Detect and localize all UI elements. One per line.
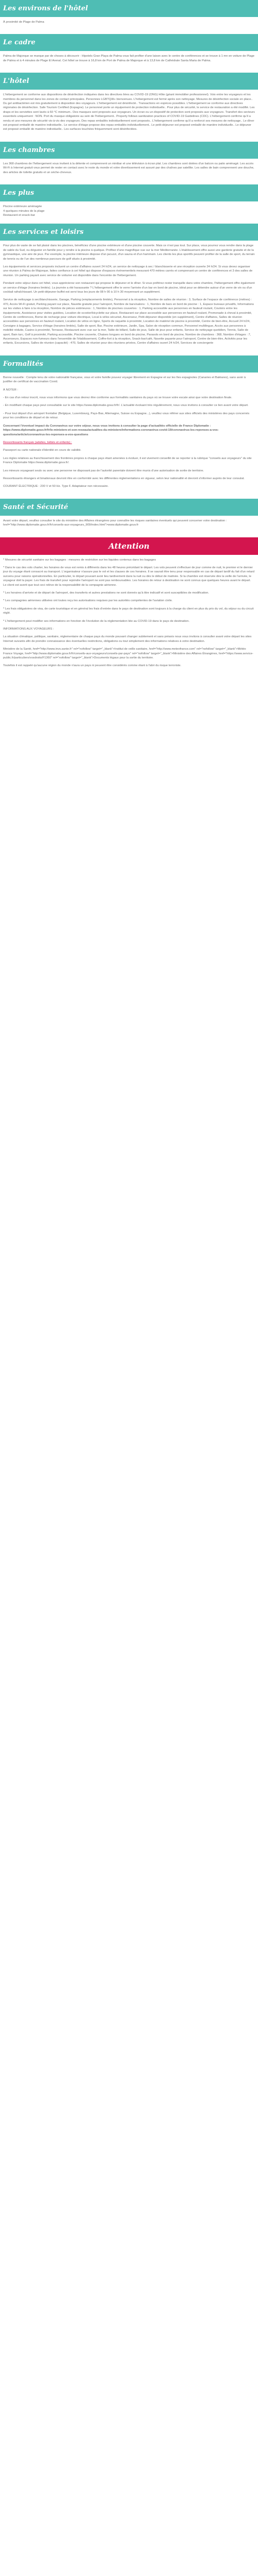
hotel-section — [0, 73, 258, 137]
services-heading: Les services et loisirs — [0, 224, 258, 241]
services-paragraph: Pendant votre séjour dans cet hôtel, vous apprécierez son restaurant qui propose le déjeuner et le dîner. Si vous préférez rester tranquille dans votre chambre, l'hébergement offre également un service d'étage (horaires limités). La journée a été harassante ? L'hébergement offre le verre l'arrivée d'un bar en bord de piscine, idéal pour se détendre autour d'un verre de vin ou d'un cocktail rafraîchissant. Un petit-déjeuner buffet est servi tous les jours de 08 h 00 à 10 h 30 moyennant un supplément. — [3, 282, 255, 294]
formalites-section — [0, 355, 258, 494]
attention-paragraph: * Les horaires d'arrivée et de départ de l'aéroport, des transferts et autres prestations ne sont donnés qu'à titre indicatif et sont susceptibles de modification. — [3, 591, 209, 595]
cadre-heading: Le cadre — [0, 34, 258, 51]
services-paragraph: Les équipements et services proposés incluent un centre d'affaires ouvert 24 h/24, un service de nettoyage à sec / blanchisserie et une réception ouverte 24 h/24. Si vous devez organiser une réunion à Palma de Majorque, faites confiance à cet hôtel qui dispose d'espaces événementiels mesurant 470 mètres carrés et comprenant un centre de conférences et 3 des salles de réunion. Un parking payant avec service de voiturier est disponible dans l'enceinte de l'hébergement. — [3, 265, 253, 277]
chambres-section — [0, 142, 258, 179]
attention-paragraph: Toutefois il est rappelé qu'aucune région du monde n'aura un pays ni peuvent être considérés comme étant à l'abri du risque terroriste. — [3, 664, 182, 668]
attention-info-heading: INFORMATIONS AUX VOYAGEURS : — [3, 628, 54, 631]
page — [0, 0, 258, 673]
plus-line: 4 quelques minutes de la plage — [3, 209, 45, 213]
attention-section — [0, 537, 258, 673]
attention-paragraph: * Les frais obligatoires de visa, de carte touristique et en général les frais d'entrée dans le pays de destination sont toujours à la charge du client en plus du prix du vol, du séjour ou du circuit réglé. — [3, 607, 254, 615]
formalites-paragraph: À NOTER : — [3, 388, 18, 392]
formalites-paragraph: COURANT ÉLECTRIQUE : 230 V et 50 Hz. Type F. Adaptateur non nécessaire. — [3, 485, 109, 488]
formalites-paragraph: - En cas d'un retour inscrit, nous vous informons que vous devrez être conforme aux formalités sanitaires du pays où se trouve votre escale ainsi que votre destination finale. — [3, 396, 232, 400]
attention-paragraph: * Dans le cas des vols charter, les horaires de vous est remis à différents dans les 48 heures précédant le départ. Les vols peuvent s'effectuer de jour comme de nuit, le premier et le dernier jour du voyage étant consacré au transport. L'organisateur n'assure pas le vol et les clauses de ces horaires. Il se saurait être tenu pour responsable en cas de départ tardif du fait d'un retard survenu pour raisons opérationnelles. En particulier, le départ pouvant avoir lieu tardivement dans la nuit ou dès le début de matinée. Si la chambre est réservée dès la veille de l'arrivée, le voyageur doit la payer. Les frais de transfert pour rejoindre l'aéroport ne sont pas remboursables. Les horaires de retour à destination ne sont connus que quelques heures avant le départ. Le client est averti que tout ceci relève de la responsabilité de la compagnie aérienne. — [3, 566, 255, 587]
plus-line: Restaurant et snack-bar — [3, 213, 35, 217]
plus-section — [0, 184, 258, 218]
cadre-section — [0, 34, 258, 67]
formalites-paragraph: Ressortissants étrangers et binationaux devront être en conformité avec les différentes réglementations en vigueur, selon leur nationalité et devront s'informer auprès de leur consulat. — [3, 477, 245, 480]
hotel-text: L'hébergement se conforme aux dispositions de désinfection indiquées dans les directives liées au COVID-19 (ONG) Hôte (géant immobilier professionnel). Voix entre les voyageurs et les membres du personnel dans les zones de contact principales. Personnes LGBTQIA+ bienvenues. L'hébergement est fermé après son nettoyage. Mesures de désinfection sociale en place.. Du gel antibactérien est mis gratuitement à disposition des voyageurs. L'hébergement est désinfecté.. Transactions en espèces possibles. L'hébergement se conforme aux directives régionales de désinfection. Safe Tourism Certified (Espagne). Le personnel porte un équipement de protection individuelle.. Pour plus de sécurité, le service de restauration a été modifié. Les draps et les serviettes sont lavés à 60 °C minimum.. Des masques sont proposés aux voyageurs. Un écran ou un dispositif de protection sont proposés aux voyageurs. Transfert des secteurs essentiels uniquement : NON. Port du masque obligatoire au sein de l'hébergement.. Property follows sanitization practices of COVID-19 Guidelines (CDC). L'hébergement confirme qu'il a rendu et une mesures de sécurité vis-à-vis des voyageurs. Des repas emballés individuellement sont proposés.. L'hébergement confirme qu'il a renforcé ses mesures de nettoyage.. Le dîner est proposé emballé de manière individuelle.. Le service d'étage propose des repas emballés individuellement.. Le petit-déjeuner est proposé emballé de manière individuelle.. Le déjeuner est proposé emballé de manière individuelle.. Les surfaces touchées fréquemment sont désinfectées. — [3, 93, 255, 131]
formalites-paragraph: Les mineurs voyageant seuls ou avec une personne ne disposant pas de l'autorité parentale doivent être munis d'une autorisation de sortie de territoire. — [3, 469, 204, 472]
attention-paragraph: La situation climatique, politique, sanitaire, réglementaire de chaque pays du monde pouvant changer subitement et sans préavis nous vous invitons à consulter avant votre départ les sites Internet suivants afin de prendre connaissance des éventuelles restrictions, obligations ou tout simplement des informations relatives à votre destination. — [3, 635, 252, 643]
environs-heading: Les environs de l'hôtel — [0, 0, 258, 17]
attention-links[interactable]: Ministère de la Santé, href="http://www.invs.sante.fr" rel="nofollow" target="_blank">Institut de veille sanitaire, href="http://www.meteofrance.com" rel="nofollow" target="_blank">Météo France Voyage, href="http://www.diplomatie.gouv.fr/fr/conseils-aux-voyageurs/conseils-par-pays" rel="nofollow" target="_blank">Ministère des Affaires Étrangères, href="https://www.service-public.fr/particuliers/vosdroits/F1360" rel="nofollow" target="_blank">Documents légaux pour la sortie du territoire. — [3, 648, 253, 660]
environs-section — [0, 0, 258, 29]
attention-paragraph: * L'hébergement peut modifier ses informations en fonction de l'évolution de la réglementation liée au COVID-19 dans le pays de destination. — [3, 619, 190, 623]
formalites-paragraph: Les règles relatives au franchissement des frontières propres à chaque pays étant amenées à évoluer, il est vivement conseillé de se reporter à la rubrique "conseils aux voyageurs" du site France Diplomatie https://www.diplomatie.gouv.fr/. — [3, 456, 252, 465]
cadre-text: Palma de Majorque se marque par de choses à découvrir : Hipotels Gran Playa de Palma vous fait profiter d'une laison avec le centre de conférences et se trouve à 1 mn en voiture de Plage de Palma et à 4 minutes de Plage El Arenal. Cet hôtel se trouve à 16,8 km de Port de Palma de Majorque et à 13,8 km de Cathédrale Santa Maria de Palma. — [3, 55, 255, 62]
formalites-paragraph: Bonne nouvelle : Compte tenu de votre nationalité française, vous et votre famille pouvez voyager librement en Espagne et sur les îles espagnoles (Canaries et Baléares), sans avoir à justifier de certificat de vaccination Covid. — [3, 376, 246, 384]
sante-heading: Santé et Sécurité — [0, 499, 258, 516]
formalites-heading: Formalités — [0, 355, 258, 372]
plus-heading: Les plus — [0, 184, 258, 201]
attention-paragraph: * Les compagnies aériennes utilisées ont toutes reçu les autorisations requises par les autorités compétentes de l'aviation civile. — [3, 599, 173, 603]
chambres-text: Les 368 chambres de l'hébergement vous invitent à la détente et comprennent un minibar et une télévision à écran plat. Les chambres sont dotées d'un balcon ou patio aménagé. Les accès Wi-Fi à Internet gratuit vous permet de rester en contact avec le reste du monde et votre divertissement est assuré par des chaînes par satellite. Les salles de bain comprennent une douche, des articles de toilette gratuits et un sèche-cheveux. — [3, 162, 254, 174]
sante-text: Avant votre départ, veuillez consulter le site du ministère des Affaires étrangères pour connaître les risques sanitaires éventuels qui peuvent concerner votre destination : href="http://www.diplomatie.gouv.fr/fr/conseils-aux-voyageurs_909/index.html">www.diplomatie.gouv.fr — [3, 519, 227, 527]
sante-section — [0, 499, 258, 532]
formalites-nationals-link[interactable]: Ressortissants français (adultes, bébés et enfants) : — [3, 440, 72, 444]
formalites-paragraph: Passeport ou carte nationale d'identité en cours de validité. — [3, 449, 82, 452]
attention-heading: Attention — [0, 537, 258, 555]
hotel-heading: L'hôtel — [0, 73, 258, 90]
environs-text: À proximité de Plage de Palma — [3, 21, 44, 24]
services-paragraph: Service de nettoyage à sec/blanchisserie, Garage, Parking (emplacements limités), Personnel à la réception, Nombre de salles de réunion : 3, Surface de l'espace de conférence (mètres) : 470, Accès Wi-Fi gratuit, Parking payant sur place, Navette gratuite pour l'aéroport, Nombre de bars/salons : 1, Nombre de bars en bord de piscine : 1, Espace bureaux privatifs, Informations sur les visites à faire à la réception, Nombre de pièces extérieures : 1, Nombre de piscines couvertes : 1, Parking accessible aux personnes en fauteuil roulant, Couloirs entre les équipements, Assistance pour visites guidées, Location de scooter/bicyclette sur place, Restaurant sur place accessible aux personnes en fauteuil roulant, Promenade à cheval à proximité, Centre de conférences, Borne de recharge pour voiture électrique, Local à vélos sécurisé, Ascenseur, Petit-déjeuner disponible (en supplément), Centre d'affaires, Salles de réunion accessibles aux personnes en fauteuil roulant, Location de vélos en ligne, Sports de raquette à proximité, Location de matériel de piscine à proximité, Centre de bien-être, Accueil 24 h/24, Consigne à bagages, Service d'étage (horaires limités), Salle de sport, Bar, Piscine extérieure, Jardin, Spa, Salon de réception commun, Personnel multilingue, Accès aux personnes à mobilité réduite, Casino à proximité, Terrasse, Restaurant avec vue sur la mer, Table de billard, Salle de jeux, Salle de jeux pour enfants, Service de nettoyage quotidien, Tennis, Salle de sport, Bain turc, Golf à proximité, Parking accessible, Piscine couverte, Chaises longues en bord de piscine, Parasols en bord de piscine, Nombre de chambres : 368, Nombre d'étages : 7, Ascenseurs, Espaces non-fumeurs dans l'ensemble de l'établissement, Coffre-fort à la réception, Snack-bar/café, Navette payante pour l'aéroport, Centre de bien-être, Activités pour les enfants, Excursions, Salles de réunion (capacité) : 470, Salles de réunion pour des réunions privées, Centre d'affaires ouvert 24 h/24, Services de conciergerie — [3, 298, 254, 345]
formalites-paragraph: - En modifiant chaque pays peut consultable sur le site https://www.diplomatie.gouv.fr/fr/. L'actualité évoluant très régulièrement, nous vous invitons à consulter ce lien avant votre départ. — [3, 404, 249, 408]
plus-line: Piscine extérieure aménagée — [3, 205, 42, 209]
services-paragraph: Pour plus de vaste de se fait plaisir dans les piscines, bénéficiez d'une piscine extérieure et d'une piscine couverte. Mais ce n'est pas tout. Sur place, vous pourrez vous rendre dans la plage de sable du Sud, ou déguster en famille pour y rendre à la piscine à quelque. Profitez d'une magnifique vue sur la mer Méditerranée. L'établissement offre aussi une garderie gratuite et de la gymnastique, une aire de jeux. Par exemple, la piscine intérieure dispose d'un jacuzzi, d'un sauna et d'un hammam. Les clients les plus sportifs peuvent profiter de la salle de sport, du terrain de tennis ou de l'un des nombreux parcours de golf situés à proximité. — [3, 244, 255, 261]
formalites-covid-notice: Concernant l'éventuel impact du Coronavirus sur votre séjour, nous vous invitons à consulter la page d'actualités officielle de France Diplomatie : https://www.diplomatie.gouv.fr/fr/le-ministere-et-son-reseau/actualites-du-ministere/informations-coronavirus-covid-19/coronavirus-les-reponses-a-vos-questions/article/coronavirus-les-reponses-a-vos-questions — [3, 424, 219, 436]
attention-paragraph: * Mesures de sécurité sanitaire sur les bagages : mesures de restriction sur les liquides contenus dans les bagages — [3, 558, 156, 562]
chambres-heading: Les chambres — [0, 142, 258, 159]
services-section — [0, 224, 258, 350]
formalites-paragraph: - Pour tout départ d'un aéroport frontalier (Belgique, Luxembourg, Pays-Bas, Allemagne, Suisse ou Espagne...), veuillez vous référer aux sites officiels des ministères des pays concernés pour les conditions de départ et de retour. — [3, 412, 250, 420]
